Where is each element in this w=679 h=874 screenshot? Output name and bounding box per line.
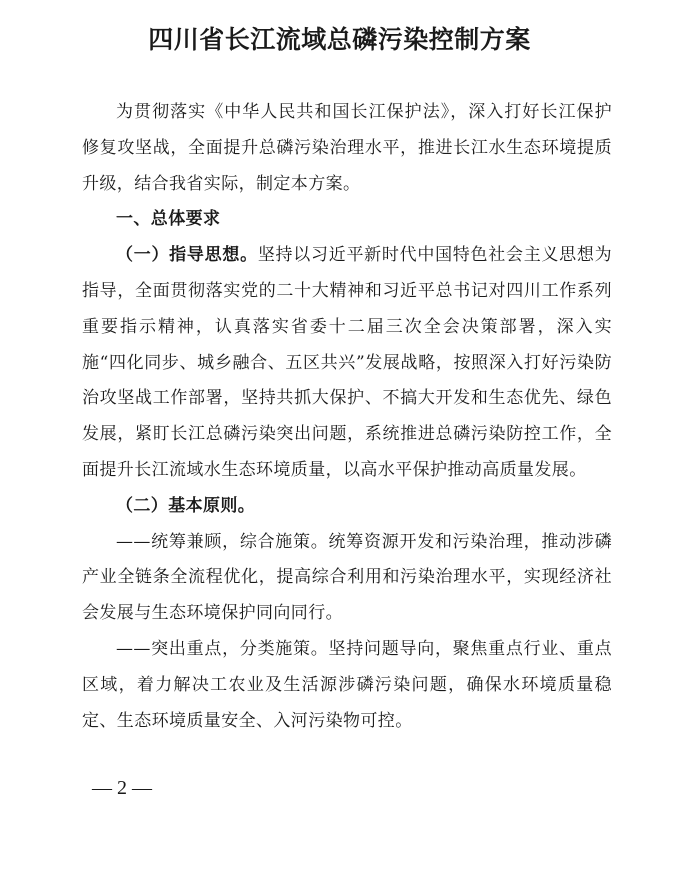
principle-2-lead: ——突出重点，分类施策。 [116, 638, 329, 659]
principle-paragraph-2 [82, 632, 612, 739]
principle-1-lead: ——统筹兼顾，综合施策。 [116, 531, 329, 552]
principle-paragraph-1 [82, 525, 612, 632]
document-body [82, 95, 612, 739]
principle-2-text: 坚持问题导向，聚焦重点行业、重点区域，着力解决工农业及生活源涉磷污染问题，确保水环境质量稳定、生态环境质量安全、入河污染物可控。 [82, 638, 612, 731]
principle-1-text: 统筹资源开发和污染治理，推动涉磷产业全链条全流程优化，提高综合利用和污染治理水平，实现经济社会发展与生态环境保护同向同行。 [82, 531, 612, 624]
basic-principles-lead: （二）基本原则。 [116, 495, 256, 516]
guiding-ideology-lead: （一）指导思想。 [116, 245, 258, 266]
intro-paragraph: 为贯彻落实《中华人民共和国长江保护法》，深入打好长江保护修复攻坚战，全面提升总磷污染治理水平，推进长江水生态环境提质升级，结合我省实际，制定本方案。 [82, 102, 612, 194]
basic-principles-heading [82, 489, 612, 525]
page-number: — 2 — [92, 777, 152, 799]
guiding-ideology-text: 坚持以习近平新时代中国特色社会主义思想为指导，全面贯彻落实党的二十大精神和习近平总书记对四川工作系列重要指示精神，认真落实省委十二届三次全会决策部署，深入实施“四化同步、城乡融合、五区共兴”发展战略，按照深入打好污染防治攻坚战工作部署，坚持共抓大保护、不搞大开发和生态优先、绿色发展，紧盯长江总磷污染突出问题，系统推进总磷污染防控工作，全面提升长江流域水生态环境质量，以高水平保护推动高质量发展。 [82, 245, 613, 480]
section-heading-general-requirements: 一、总体要求 [116, 209, 221, 230]
guiding-ideology-paragraph [82, 238, 612, 489]
document-title: 四川省长江流域总磷污染控制方案 [148, 25, 531, 54]
